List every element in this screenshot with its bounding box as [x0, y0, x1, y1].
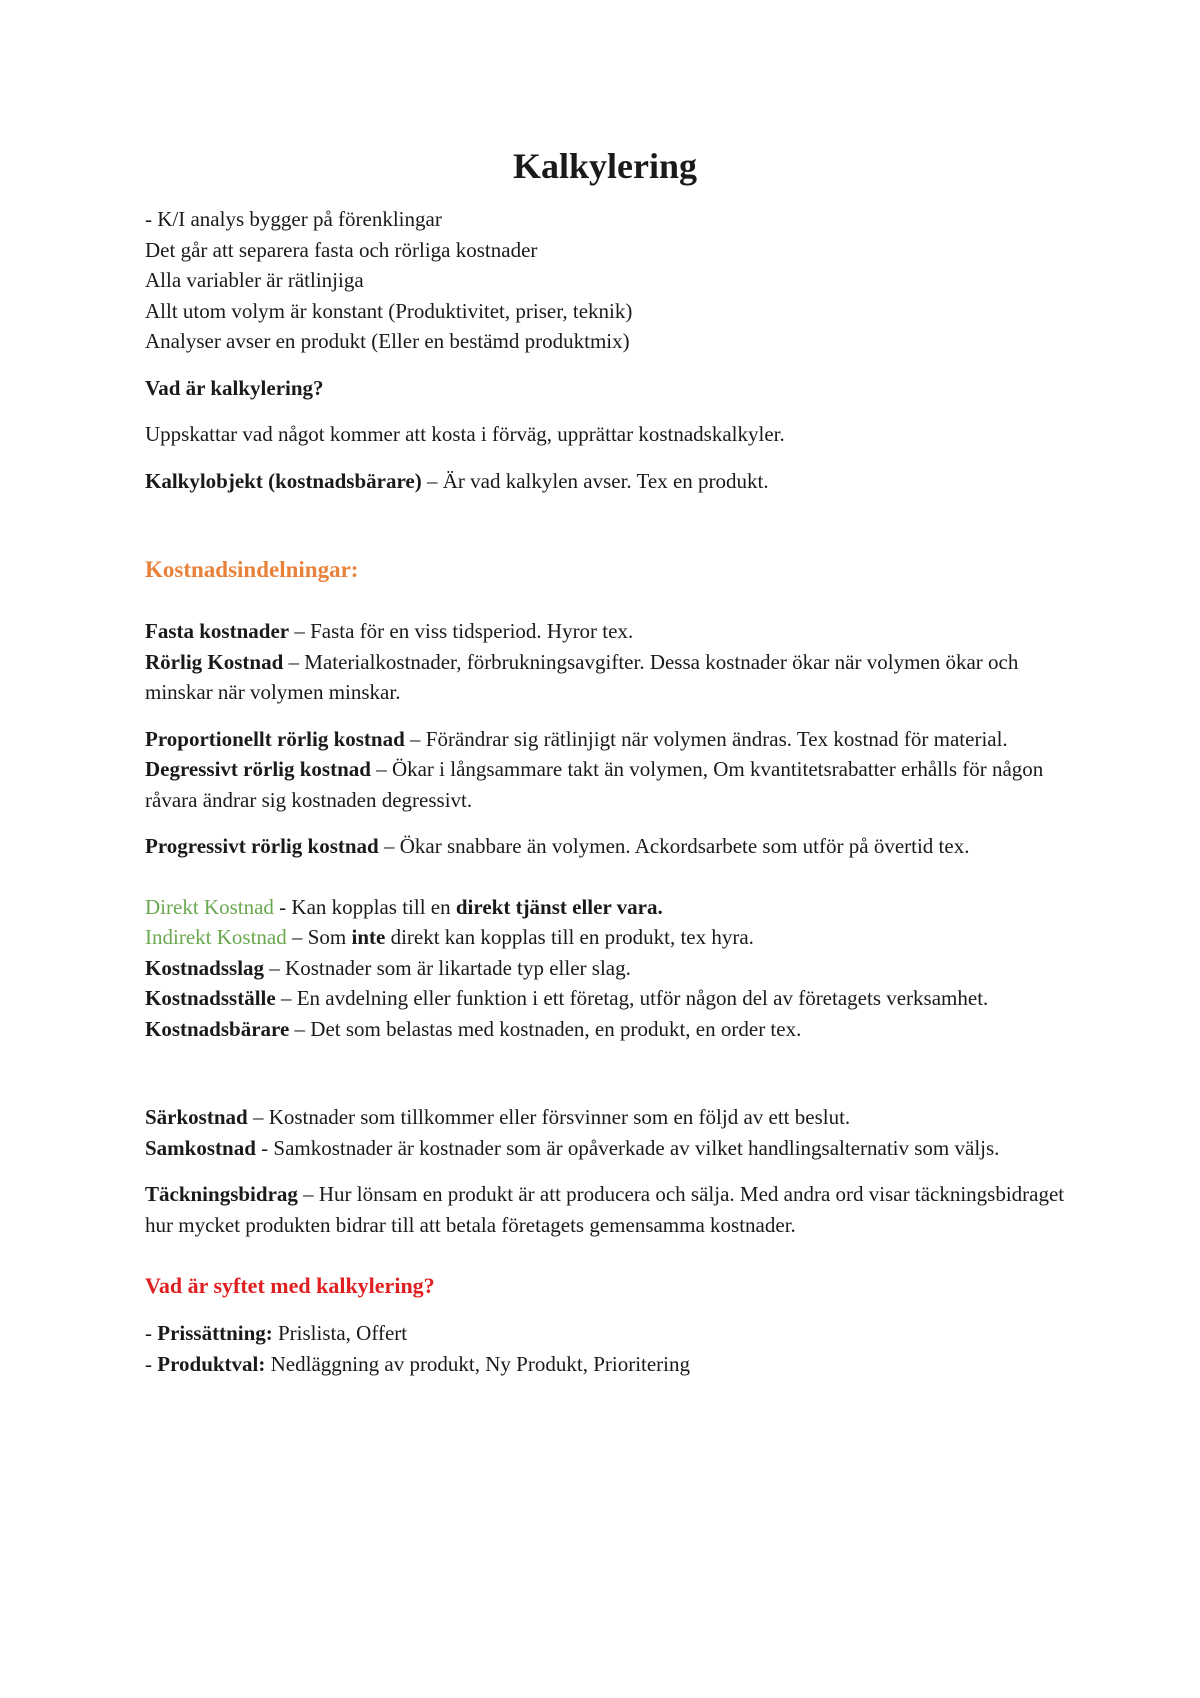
definition-term: Progressivt rörlig kostnad	[145, 834, 379, 858]
definition-text: – Kostnader som är likartade typ eller slag.	[264, 955, 631, 980]
purpose-term: Prissättning:	[157, 1321, 273, 1345]
definition-text: – Som	[286, 925, 352, 949]
definition-text: – Är vad kalkylen avser. Tex en produkt.	[421, 468, 769, 493]
definition-term: Fasta kostnader	[145, 619, 290, 643]
definition-term: Indirekt Kostnad	[145, 925, 287, 949]
definition-term: Proportionellt rörlig kostnad	[145, 726, 405, 751]
definition-text: – En avdelning eller funktion i ett företag, utför någon del av företagets verksamhet.	[275, 986, 989, 1010]
definition-text: – Materialkostnader, förbrukningsavgifter. Dessa kostnader ökar när volymen ökar och minskar när volymen minskar.	[145, 649, 1019, 704]
spacer	[145, 1044, 1065, 1102]
section-heading-syfte: Vad är syftet med kalkylering?	[145, 1273, 435, 1298]
purpose-text: Prislista, Offert	[272, 1321, 408, 1345]
definition-term: Kostnadsbärare	[145, 1016, 290, 1041]
spacer	[145, 496, 1065, 554]
definition-kostnadsslag	[145, 953, 1065, 984]
definition-rorlig	[145, 647, 1065, 708]
intro-line: Det går att separera fasta och rörliga kostnader	[145, 237, 538, 262]
definition-text: – Förändrar sig rätlinjigt när volymen ändras. Tex kostnad för material.	[404, 726, 1008, 751]
list-prefix: -	[145, 1351, 158, 1376]
definition-kalkylobjekt	[145, 466, 1065, 497]
definition-term: Särkostnad	[145, 1105, 248, 1129]
spacer	[145, 1163, 1065, 1179]
definition-term: Kostnadsslag	[145, 955, 265, 980]
document-title: Kalkylering	[512, 146, 697, 186]
definition-term: Rörlig Kostnad	[145, 649, 284, 674]
definition-tackningsbidrag	[145, 1179, 1065, 1240]
spacer	[145, 708, 1065, 724]
definition-text: – Fasta för en viss tidsperiod. Hyror tex.	[289, 619, 634, 643]
definition-degressivt	[145, 754, 1065, 815]
definition-emphasis: inte	[351, 925, 386, 949]
definition-text: – Ökar i långsammare takt än volymen, Om kvantitetsrabatter erhålls för någon råvara ändrar sig kostnaden degressivt.	[145, 757, 1044, 812]
definition-text: – Hur lönsam en produkt är att producera och sälja. Med andra ord visar täckningsbidraget hur mycket produkten bidrar till att betala företagets gemensamma kostnader.	[145, 1182, 1065, 1237]
what-text: Uppskattar vad något kommer att kosta i förväg, upprättar kostnadskalkyler.	[145, 422, 785, 446]
definition-term: Samkostnad	[145, 1135, 256, 1160]
definition-samkostnad	[145, 1133, 1065, 1164]
definition-direkt	[145, 892, 1065, 923]
definition-term: Degressivt rörlig kostnad	[145, 757, 371, 781]
definition-proportionellt	[145, 724, 1065, 755]
definition-progressivt	[145, 831, 1065, 862]
definition-text: - Kan kopplas till en	[273, 894, 456, 919]
section-heading-kostnadsindelningar: Kostnadsindelningar:	[145, 557, 359, 582]
definition-kostnadsbarare	[145, 1014, 1065, 1045]
intro-line: Alla variabler är rätlinjiga	[145, 268, 364, 292]
spacer	[145, 450, 1065, 466]
spacer	[145, 357, 1065, 373]
purpose-term: Produktval:	[157, 1351, 266, 1376]
definition-kostnadsstalle	[145, 983, 1065, 1014]
spacer	[145, 403, 1065, 419]
intro-line: Allt utom volym är konstant (Produktivitet, priser, teknik)	[145, 298, 633, 323]
definition-text: – Ökar snabbare än volymen. Ackordsarbete som utför på övertid tex.	[378, 834, 970, 858]
what-heading: Vad är kalkylering?	[145, 375, 324, 400]
definition-text: – Kostnader som tillkommer eller försvinner som en följd av ett beslut.	[247, 1105, 851, 1129]
definition-text: direkt kan kopplas till en produkt, tex hyra.	[385, 925, 754, 949]
definition-fasta	[145, 616, 1065, 647]
intro-line: - K/I analys bygger på förenklingar	[145, 207, 442, 231]
intro-line: Analyser avser en produkt (Eller en bestämd produktmix)	[145, 329, 630, 353]
purpose-text: Nedläggning av produkt, Ny Produkt, Prioritering	[265, 1351, 691, 1376]
definition-emphasis: direkt tjänst eller vara.	[455, 894, 663, 919]
definition-sarkostnad	[145, 1102, 1065, 1133]
definition-term: Kalkylobjekt (kostnadsbärare)	[145, 468, 422, 493]
spacer	[145, 1302, 1065, 1318]
definition-text: - Samkostnader är kostnader som är opåverkade av vilket handlingsalternativ som väljs.	[255, 1135, 1000, 1160]
purpose-item	[145, 1349, 1065, 1380]
spacer	[145, 586, 1065, 616]
list-prefix: -	[145, 1321, 158, 1345]
definition-term: Direkt Kostnad	[145, 894, 274, 919]
spacer	[145, 815, 1065, 831]
definition-term: Täckningsbidrag	[145, 1182, 298, 1206]
spacer	[145, 862, 1065, 892]
document-body	[145, 140, 1065, 1379]
spacer	[145, 1240, 1065, 1270]
definition-indirekt	[145, 922, 1065, 953]
purpose-item	[145, 1318, 1065, 1349]
definition-text: – Det som belastas med kostnaden, en produkt, en order tex.	[289, 1016, 802, 1041]
definition-term: Kostnadsställe	[145, 986, 276, 1010]
